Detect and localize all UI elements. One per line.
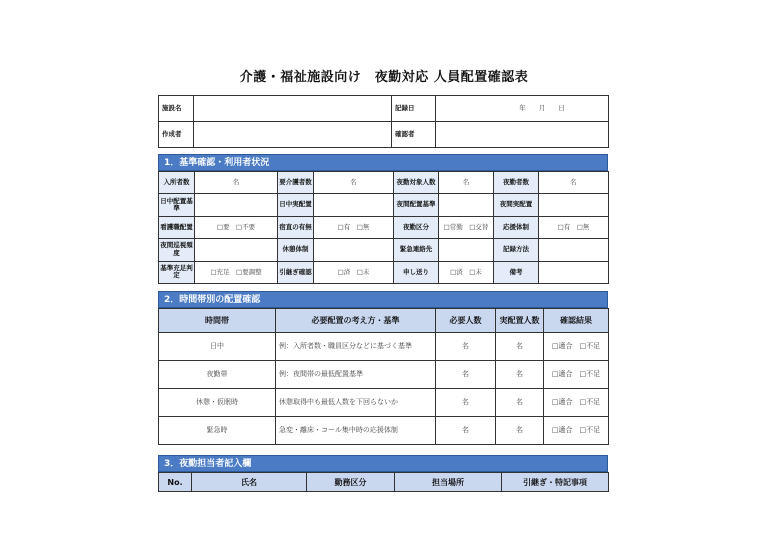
section1-row: [159, 261, 609, 283]
s2-cell-result[interactable]: □適合 □不足: [544, 389, 609, 417]
s3-header-name: 氏名: [192, 473, 307, 492]
s2-header-result: 確認結果: [544, 309, 609, 333]
header-table: [158, 95, 609, 148]
s1-cell-label: 緊急連絡先: [394, 239, 439, 261]
s2-cell-actual[interactable]: 名: [496, 389, 544, 417]
section2-row: [159, 389, 609, 417]
s1-cell-value[interactable]: □済 □未: [314, 261, 394, 283]
s2-cell-required[interactable]: 名: [436, 417, 496, 445]
s1-cell-value[interactable]: [195, 239, 278, 261]
s1-cell-label: 基準充足判定: [159, 261, 195, 283]
s1-cell-label: 休憩体制: [278, 239, 314, 261]
section2-row: [159, 361, 609, 389]
s1-cell-label: 日中配置基準: [159, 194, 195, 216]
s1-cell-label: 備考: [494, 261, 539, 283]
s1-cell-value[interactable]: □常勤 □交替: [439, 216, 494, 238]
s1-cell-value[interactable]: [439, 239, 494, 261]
s1-cell-label: 夜勤者数: [494, 172, 539, 194]
s2-cell-actual[interactable]: 名: [496, 417, 544, 445]
s1-cell-label: 日中実配置: [278, 194, 314, 216]
s1-cell-value[interactable]: [539, 239, 609, 261]
s2-cell-required[interactable]: 名: [436, 389, 496, 417]
s1-cell-label: 申し送り: [394, 261, 439, 283]
s2-cell-period: 夜勤帯: [159, 361, 276, 389]
section2-header: 2．時間帯別の配置確認: [158, 291, 608, 308]
s1-cell-label: 夜間実配置: [494, 194, 539, 216]
s1-cell-label: 夜間巡視頻度: [159, 239, 195, 261]
s2-cell-basis: 例：入所者数・職員区分などに基づく基準: [276, 333, 436, 361]
section1-row: [159, 172, 609, 194]
s1-cell-label: 看護職配置: [159, 216, 195, 238]
s2-cell-period: 休憩・仮眠時: [159, 389, 276, 417]
s1-cell-value[interactable]: [539, 194, 609, 216]
facility-label: 施設名: [159, 96, 194, 122]
s2-cell-actual[interactable]: 名: [496, 333, 544, 361]
author-field[interactable]: [194, 122, 392, 148]
s2-cell-basis: 急変・離床・コール集中時の応援体制: [276, 417, 436, 445]
s2-cell-basis: 例：夜間帯の最低配置基準: [276, 361, 436, 389]
s1-cell-label: 記録方法: [494, 239, 539, 261]
checker-field[interactable]: [436, 122, 609, 148]
s1-cell-value[interactable]: [539, 261, 609, 283]
s2-header-period: 時間帯: [159, 309, 276, 333]
s1-cell-label: 夜勤対象人数: [394, 172, 439, 194]
section1-row: [159, 194, 609, 216]
s1-cell-value[interactable]: 名: [314, 172, 394, 194]
s2-cell-result[interactable]: □適合 □不足: [544, 333, 609, 361]
s1-cell-value[interactable]: [314, 194, 394, 216]
record-date-field[interactable]: 年 月 日: [436, 96, 609, 122]
s2-cell-period: 日中: [159, 333, 276, 361]
s3-header-no: No.: [159, 473, 192, 492]
checker-label: 確認者: [392, 122, 436, 148]
s1-cell-label: 入所者数: [159, 172, 195, 194]
s1-cell-label: 夜勤区分: [394, 216, 439, 238]
s1-cell-value[interactable]: □有 □無: [539, 216, 609, 238]
section1-table: [158, 171, 609, 284]
s1-cell-value[interactable]: [439, 194, 494, 216]
s1-cell-value[interactable]: □充足 □要調整: [195, 261, 278, 283]
s1-cell-value[interactable]: □済 □未: [439, 261, 494, 283]
s1-cell-label: 引継ぎ確認: [278, 261, 314, 283]
s2-header-basis: 必要配置の考え方・基準: [276, 309, 436, 333]
facility-field[interactable]: [194, 96, 392, 122]
s1-cell-value[interactable]: 名: [539, 172, 609, 194]
section1-row: [159, 216, 609, 238]
s2-cell-basis: 休憩取得中も最低人数を下回らないか: [276, 389, 436, 417]
s3-header-notes: 引継ぎ・特記事項: [502, 473, 609, 492]
s1-cell-label: 夜間配置基準: [394, 194, 439, 216]
s1-cell-value[interactable]: [314, 239, 394, 261]
s2-header-required: 必要人数: [436, 309, 496, 333]
s1-cell-value[interactable]: 名: [439, 172, 494, 194]
s1-cell-label: 要介護者数: [278, 172, 314, 194]
s2-cell-actual[interactable]: 名: [496, 361, 544, 389]
s1-cell-value[interactable]: □有 □無: [314, 216, 394, 238]
section3-table: [158, 472, 609, 492]
s1-cell-label: 宿直の有無: [278, 216, 314, 238]
s2-cell-required[interactable]: 名: [436, 361, 496, 389]
s3-header-area: 担当場所: [395, 473, 502, 492]
author-label: 作成者: [159, 122, 194, 148]
section3-header: 3．夜勤担当者記入欄: [158, 455, 608, 472]
s2-header-actual: 実配置人数: [496, 309, 544, 333]
section2-table: [158, 308, 609, 445]
section2-row: [159, 333, 609, 361]
s1-cell-value[interactable]: [195, 194, 278, 216]
section1-header: 1．基準確認・利用者状況: [158, 154, 608, 171]
s2-cell-period: 緊急時: [159, 417, 276, 445]
s2-cell-result[interactable]: □適合 □不足: [544, 417, 609, 445]
document-title: 介護・福祉施設向け 夜勤対応 人員配置確認表: [239, 70, 529, 85]
record-date-label: 記録日: [392, 96, 436, 122]
s1-cell-value[interactable]: 名: [195, 172, 278, 194]
s3-header-shift: 勤務区分: [307, 473, 395, 492]
section2-row: [159, 417, 609, 445]
s1-cell-label: 応援体制: [494, 216, 539, 238]
s1-cell-value[interactable]: □要 □不要: [195, 216, 278, 238]
section1-row: [159, 239, 609, 261]
s2-cell-result[interactable]: □適合 □不足: [544, 361, 609, 389]
s2-cell-required[interactable]: 名: [436, 333, 496, 361]
